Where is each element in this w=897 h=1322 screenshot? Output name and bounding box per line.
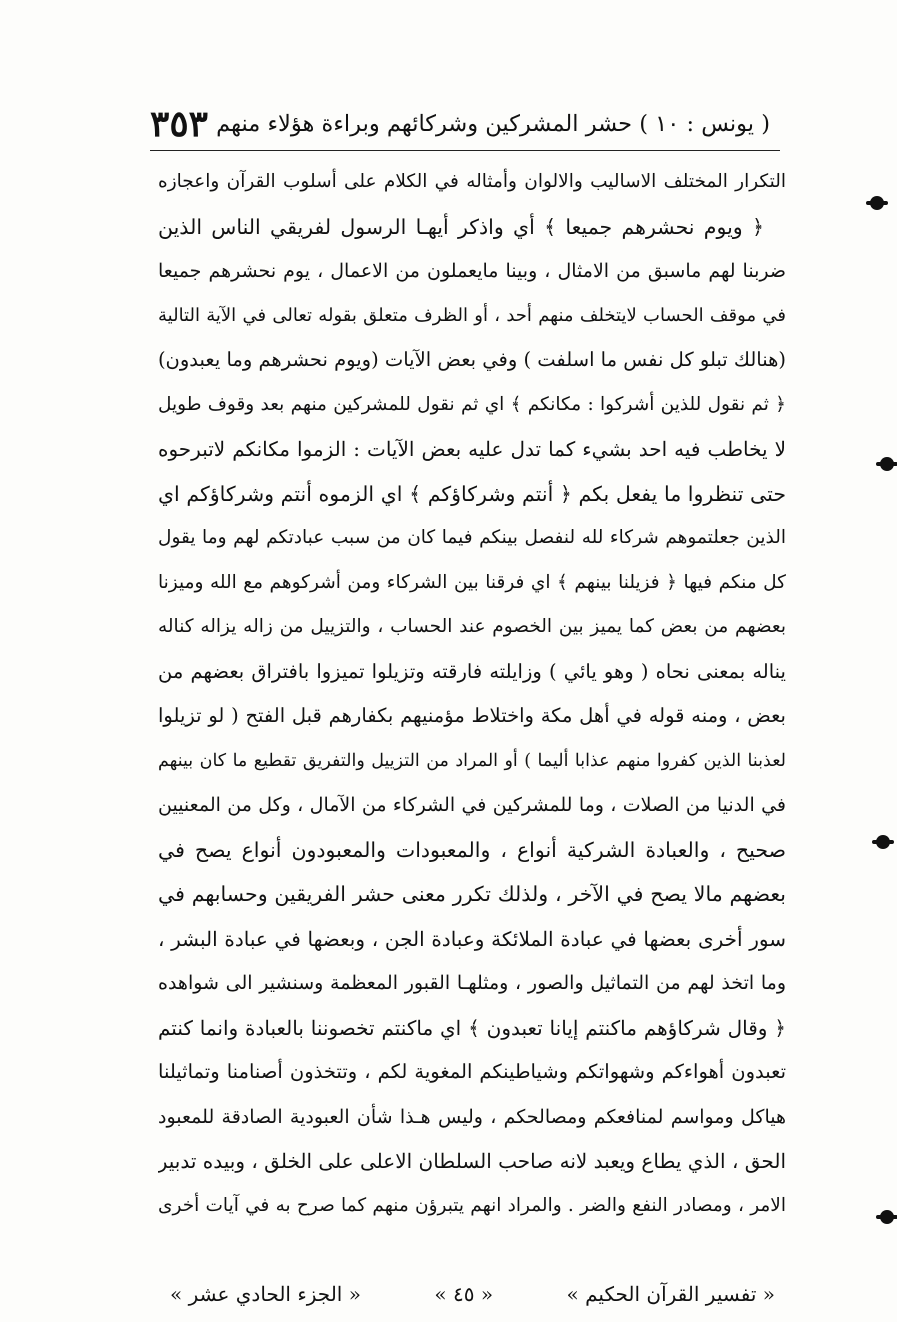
text-line: لا يخاطب فيه احد بشيء كما تدل عليه بعض الآيات : الزموا مكانكم لاتبرحوه	[158, 437, 786, 461]
binding-hole-mark	[876, 835, 890, 849]
text-line: لعذبنا الذين كفروا منهم عذابا أليما ) أو المراد من التزييل والتفريق تقطيع ما كان بينهم	[158, 750, 786, 771]
page-footer	[170, 1277, 775, 1311]
text-line: سور أخرى بعضها في عبادة الملائكة وعبادة الجن ، وبعضها في عبادة البشر ،	[158, 926, 786, 951]
text-line: في موقف الحساب لايتخلف منهم أحد ، أو الظرف متعلق بقوله تعالى في الآية التالية	[158, 304, 786, 326]
binding-hole-mark	[870, 196, 884, 210]
footer-signature: « ٤٥ »	[434, 1282, 494, 1306]
page-number: ٣٥٣	[150, 103, 209, 145]
text-line: الحق ، الذي يطاع ويعبد لانه صاحب السلطان الاعلى على الخلق ، وبيده تدبير	[158, 1149, 786, 1173]
text-line: بعضهم من بعض كما يميز بين الخصوم عند الحساب ، والتزييل من زاله يزاله كناله	[158, 616, 786, 637]
text-line: الامر ، ومصادر النفع والضر . والمراد انهم يتبرؤن منهم كما صرح به في آيات أخرى	[158, 1194, 786, 1216]
binding-hole-mark	[880, 1210, 894, 1224]
header-rule	[150, 150, 780, 151]
text-line: (هنالك تبلو كل نفس ما اسلفت ) وفي بعض الآيات (ويوم نحشرهم وما يعبدون)	[158, 348, 786, 371]
text-line: التكرار المختلف الاساليب والالوان وأمثاله في الكلام على أسلوب القرآن واعجازه	[158, 171, 786, 192]
text-line: وما اتخذ لهم من التماثيل والصور ، ومثلهـا القبور المعظمة وسنشير الى شواهده	[158, 972, 786, 994]
text-line: في الدنيا من الصلات ، وما للمشركين في الشركاء من الآمال ، وكل من المعنيين	[158, 794, 786, 816]
text-line: ضربنا لهم ماسبق من الامثال ، وبينا مايعملون من الاعمال ، يوم نحشرهم جميعا	[158, 260, 786, 282]
footer-book-title: « تفسير القرآن الحكيم »	[566, 1282, 775, 1306]
text-line: الذين جعلتموهم شركاء لله لنفصل بينكم فيما كان من سبب عبادتكم لهم وما يقول	[158, 527, 786, 548]
text-line: تعبدون أهواءكم وشهواتكم وشياطينكم المغوية لكم ، وتتخذون أصنامنا وتماثيلنا	[158, 1060, 786, 1083]
text-line: ﴿ وقال شركاؤهم ماكنتم إيانا تعبدون ﴾ اي ماكنتم تخصوننا بالعبادة وانما كنتم	[158, 1015, 786, 1040]
running-header	[150, 100, 770, 148]
text-line: بعضهم مالا يصح في الآخر ، ولذلك تكرر معنى حشر الفريقين وحسابهم في	[158, 882, 786, 906]
text-line: ﴿ ثم نقول للذين أشركوا : مكانكم ﴾ اي ثم نقول للمشركين منهم بعد وقوف طويل	[158, 393, 786, 415]
header-title: ( يونس : ١٠ ) حشر المشركين وشركائهم وبراءة هؤلاء منهم	[216, 111, 770, 137]
text-line: صحيح ، والعبادة الشركية أنواع ، والمعبودات والمعبودون أنواع يصح في	[158, 837, 786, 862]
text-line: هياكل ومواسم لمنافعكم ومصالحكم ، وليس هـذا شأن العبودية الصادقة للمعبود	[158, 1105, 786, 1128]
footer-volume: « الجزء الحادي عشر »	[170, 1282, 361, 1306]
binding-hole-mark	[880, 457, 894, 471]
text-line: حتى تنظروا ما يفعل بكم ﴿ أنتم وشركاؤكم ﴾ اي الزموه أنتم وشركاؤكم اي	[158, 481, 786, 506]
text-line: يناله بمعنى نحاه ( وهو يائي ) وزايلته فارقته وتزيلوا تميزوا بافتراق بعضهم من	[158, 659, 786, 683]
text-line: بعض ، ومنه قوله في أهل مكة واختلاط مؤمنيهم بكفارهم قبل الفتح ( لو تزيلوا	[158, 704, 786, 727]
body-text	[158, 160, 786, 1228]
text-line: كل منكم فيها ﴿ فزيلنا بينهم ﴾ اي فرقنا بين الشركاء ومن أشركوهم مع الله وميزنا	[158, 571, 786, 593]
text-line: ﴿ ويوم نحشرهم جميعا ﴾ أي واذكر أيهـا الرسول لفريقي الناس الذين	[158, 214, 764, 239]
